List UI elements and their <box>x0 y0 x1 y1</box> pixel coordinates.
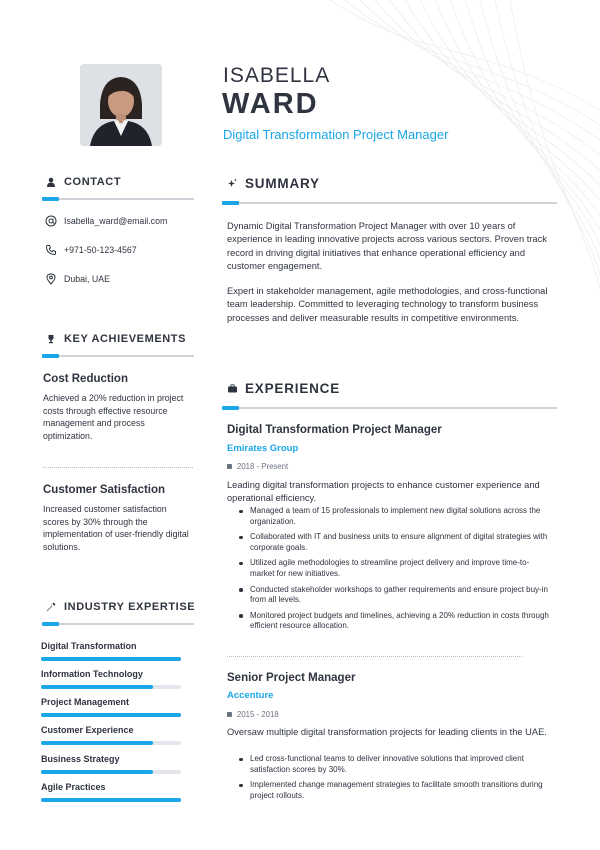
skill-label: Information Technology <box>41 669 143 679</box>
job-company: Accenture <box>227 690 274 701</box>
job-bullet: Utilized agile methodologies to streamline project delivery and improve time-to-market for new initiatives. <box>238 558 553 579</box>
achievement-title: Cost Reduction <box>43 373 128 385</box>
summary-paragraph: Dynamic Digital Transformation Project Manager with over 10 years of experience in leading innovative projects across various sectors. Proven track record in driving digital initiatives that enhance operational efficiency and customer engagement. <box>227 221 547 271</box>
skill-label: Digital Transformation <box>41 641 137 651</box>
briefcase-icon <box>225 383 239 394</box>
last-name: WARD <box>222 88 319 120</box>
skill-bar <box>41 741 181 745</box>
job-bullet: Led cross-functional teams to deliver innovative solutions that improved client satisfaction scores by 30%. <box>238 754 553 775</box>
experience-heading <box>225 381 340 396</box>
expertise-rule <box>42 623 194 625</box>
contact-email[interactable]: Isabella_ward@email.com <box>64 216 168 226</box>
calendar-icon <box>227 464 232 469</box>
contact-heading <box>44 176 121 188</box>
job-bullet-list <box>238 506 553 637</box>
at-sign-icon <box>44 215 58 227</box>
skill-bar <box>41 798 181 802</box>
summary-rule <box>222 202 557 204</box>
summary-heading <box>225 176 320 191</box>
achievement-title: Customer Satisfaction <box>43 484 166 496</box>
person-icon <box>44 177 58 187</box>
profile-photo <box>80 64 162 146</box>
contact-email-row[interactable] <box>44 215 167 227</box>
job-company: Emirates Group <box>227 443 299 454</box>
job-bullet: Managed a team of 15 professionals to implement new digital solutions across the organization. <box>238 506 553 527</box>
experience-divider <box>227 656 522 657</box>
skill-bar <box>41 685 181 689</box>
skill-label: Agile Practices <box>41 782 106 792</box>
sparkle-icon <box>225 178 239 189</box>
contact-rule <box>42 198 194 200</box>
first-name: ISABELLA <box>223 64 331 87</box>
calendar-icon <box>227 712 232 717</box>
skill-bar <box>41 657 181 661</box>
achievement-description: Increased customer satisfaction scores by 30% through the implementation of user-friendly digital solutions. <box>43 504 189 552</box>
achievements-heading <box>44 333 186 345</box>
contact-location: Dubai, UAE <box>64 274 110 284</box>
contact-phone[interactable]: +971-50-123-4567 <box>64 245 137 255</box>
job-dates <box>227 710 279 719</box>
job-role: Senior Project Manager <box>227 672 356 684</box>
expertise-heading-label: INDUSTRY EXPERTISE <box>64 601 196 613</box>
skill-label: Customer Experience <box>41 725 134 735</box>
experience-heading-label: EXPERIENCE <box>245 381 341 396</box>
summary-heading-label: SUMMARY <box>245 176 320 191</box>
job-bullet-list <box>238 754 553 806</box>
achievements-rule <box>42 355 194 357</box>
job-bullet: Implemented change management strategies to facilitate smooth transitions during project rollouts. <box>238 780 553 801</box>
contact-heading-label: CONTACT <box>64 176 122 188</box>
achievement-divider <box>43 467 193 468</box>
job-intro: Leading digital transformation projects to enhance customer experience and operational efficiency. <box>227 480 540 503</box>
achievements-heading-label: KEY ACHIEVEMENTS <box>64 333 187 345</box>
skill-label: Project Management <box>41 697 130 707</box>
job-bullet: Monitored project budgets and timelines, achieving a 20% reduction in costs through efficient resource allocation. <box>238 611 553 632</box>
summary-paragraph: Expert in stakeholder management, agile methodologies, and cross-functional team leadership. Committed to leveraging technology to transform business processes and deliver measurable results in competitive environments. <box>227 286 548 323</box>
job-dates-text: 2015 - 2018 <box>237 710 279 719</box>
job-bullet: Collaborated with IT and business units to ensure alignment of digital strategies with corporate goals. <box>238 532 553 553</box>
job-role: Digital Transformation Project Manager <box>227 424 442 436</box>
job-dates <box>227 462 288 471</box>
skill-label: Business Strategy <box>41 754 120 764</box>
achievement-description: Achieved a 20% reduction in project costs through effective resource management and process optimization. <box>43 393 184 441</box>
job-title: Digital Transformation Project Manager <box>223 127 449 142</box>
job-intro: Oversaw multiple digital transformation projects for leading clients in the UAE. <box>227 727 547 737</box>
wrench-icon <box>44 602 58 612</box>
skill-bar <box>41 770 181 774</box>
phone-icon <box>44 244 58 256</box>
location-pin-icon <box>44 273 58 285</box>
skill-bar <box>41 713 181 717</box>
contact-location-row <box>44 273 110 285</box>
contact-phone-row[interactable] <box>44 244 137 256</box>
expertise-heading <box>44 601 195 613</box>
experience-rule <box>222 407 557 409</box>
job-dates-text: 2018 - Present <box>237 462 289 471</box>
trophy-icon <box>44 334 58 344</box>
job-bullet: Conducted stakeholder workshops to gather requirements and ensure project buy-in from all levels. <box>238 585 553 606</box>
